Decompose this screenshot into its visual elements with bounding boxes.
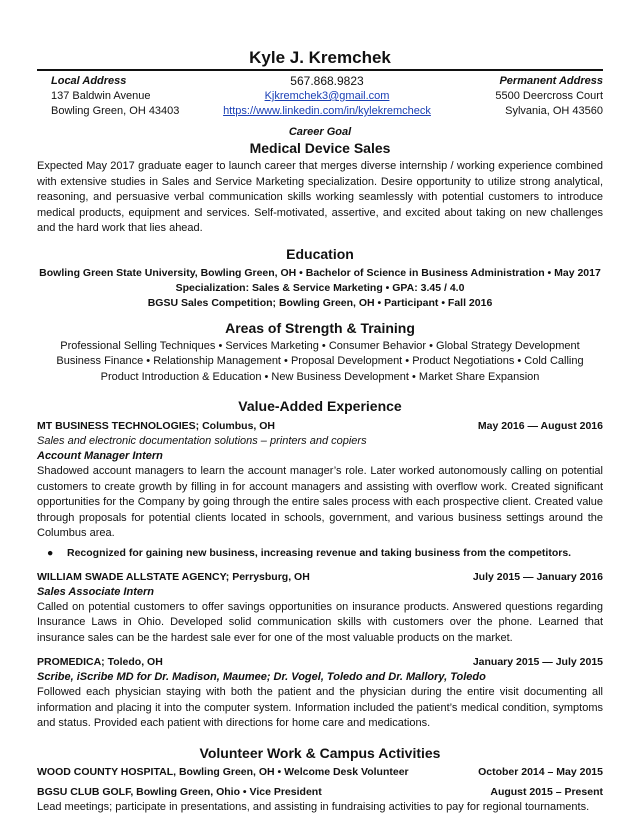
- job-role: Scribe, iScribe MD for Dr. Madison, Maumee; Dr. Vogel, Toledo and Dr. Mallory, Toledo: [37, 671, 486, 683]
- achievement-text: Recognized for gaining new business, increasing revenue and taking business from the competitors.: [67, 546, 572, 559]
- experience-title: Value-Added Experience: [238, 398, 402, 414]
- job-description: Followed each physician staying with both the patient and the physician during the entire visit documenting all information and placing it into the computer system. Information included the patient’s medical condition, symptoms and status. Provided each patient with directions for home care and medications.: [37, 686, 603, 729]
- local-address-label: Local Address: [51, 75, 127, 87]
- job-description: Called on potential customers to offer savings opportunities on insurance products. Answered questions regarding Insurance Laws in Ohio. Developed solid communication skills with customers over the phone. Learned that insurance sales can be the hardest sale ever for one of the most valuable products on the market.: [37, 600, 603, 644]
- volunteer-org: BGSU CLUB GOLF, Bowling Green, Ohio • Vice President: [37, 785, 322, 798]
- volunteer-title: Volunteer Work & Campus Activities: [199, 744, 441, 761]
- volunteer-dates: October 2014 – May 2015: [478, 765, 603, 778]
- volunteer-item: [37, 765, 603, 780]
- job-role: Sales Associate Intern: [37, 585, 154, 598]
- phone-number: 567.868.9823: [290, 74, 364, 88]
- header-divider: [37, 69, 603, 71]
- job-dates: July 2015 — January 2016: [472, 570, 603, 583]
- career-goal-label: Career Goal: [288, 126, 352, 138]
- job-achievement: [37, 546, 603, 561]
- local-address-line2: Bowling Green, OH 43403: [51, 105, 180, 117]
- education-line1: Bowling Green State University, Bowling Green, OH • Bachelor of Science in Business Administration • May 2017: [39, 266, 601, 279]
- job-dates: May 2016 — August 2016: [477, 420, 603, 432]
- education-line2: Specialization: Sales & Service Marketing • GPA: 3.45 / 4.0: [175, 281, 465, 294]
- volunteer-org: WOOD COUNTY HOSPITAL, Bowling Green, OH • Welcome Desk Volunteer: [37, 765, 409, 778]
- education-title: Education: [286, 245, 354, 262]
- resume-page: [37, 48, 603, 815]
- volunteer-item: [37, 785, 603, 800]
- permanent-address-line2: Sylvania, OH 43560: [505, 105, 603, 117]
- job-header: [37, 419, 603, 434]
- volunteer-description: Lead meetings; participate in presentations, and assisting in fundraising activities to pay for regional tournaments.: [37, 800, 590, 813]
- permanent-address-label: Permanent Address: [499, 75, 603, 87]
- local-address: [37, 74, 201, 119]
- job-company: PROMEDICA; Toledo, OH: [37, 656, 163, 668]
- job-company: WILLIAM SWADE ALLSTATE AGENCY; Perrysburg, OH: [37, 570, 310, 583]
- career-goal-title: Medical Device Sales: [249, 140, 391, 156]
- strengths-line2: Business Finance • Relationship Management • Proposal Development • Product Negotiations • Cold Calling: [56, 355, 584, 367]
- bullet-icon: ●: [47, 546, 54, 559]
- email-link[interactable]: Kjkremchek3@gmail.com: [264, 90, 390, 102]
- permanent-address-line1: 5500 Deercross Court: [495, 90, 603, 102]
- job-entry: [37, 655, 603, 732]
- job-entry: [37, 570, 603, 647]
- job-subtitle: Sales and electronic documentation solutions – printers and copiers: [37, 435, 367, 447]
- contact-info: [201, 74, 453, 119]
- strengths-line1: Professional Selling Techniques • Services Marketing • Consumer Behavior • Global Strategy Development: [60, 339, 580, 352]
- volunteer-dates: August 2015 – Present: [490, 785, 603, 798]
- education-line3: BGSU Sales Competition; Bowling Green, OH • Participant • Fall 2016: [147, 296, 493, 309]
- strengths-title: Areas of Strength & Training: [225, 319, 415, 336]
- linkedin-link[interactable]: https://www.linkedin.com/in/kylekremcheck: [223, 105, 431, 117]
- career-goal-text: Expected May 2017 graduate eager to launch career that merges diverse internship / working experience combined with extensive studies in Sales and Service Marketing specialization. Desire opportunity to utilize strong analytical, reasoning, and persuasive verbal communication skills working seamlessly with potential customers to introduce medical products, equipment and services. Self-motivated, assertive, and excited about taking on new challenges and the hard work that lies ahead.: [37, 160, 603, 234]
- job-header: [37, 570, 603, 585]
- job-description: Shadowed account managers to learn the account manager’s role. Later worked autonomously calling on potential customers to create growth by filling in for account managers and assisting with overflow work. Created significant opportunities for the Company by going through the entire sales process with each prospective client. Created value through proposals for potential clients located in schools, government, and various business settings around the Columbus area.: [37, 465, 603, 539]
- candidate-name: Kyle J. Kremchek: [249, 48, 391, 67]
- job-company: MT BUSINESS TECHNOLOGIES; Columbus, OH: [37, 420, 276, 432]
- job-header: [37, 655, 603, 670]
- job-dates: January 2015 — July 2015: [472, 656, 603, 668]
- permanent-address: [453, 74, 603, 119]
- strengths-line3: Product Introduction & Education • New Business Development • Market Share Expansion: [100, 370, 540, 383]
- contact-header: [37, 74, 603, 119]
- job-role: Account Manager Intern: [37, 450, 163, 462]
- local-address-line1: 137 Baldwin Avenue: [51, 90, 151, 102]
- job-entry: [37, 419, 603, 561]
